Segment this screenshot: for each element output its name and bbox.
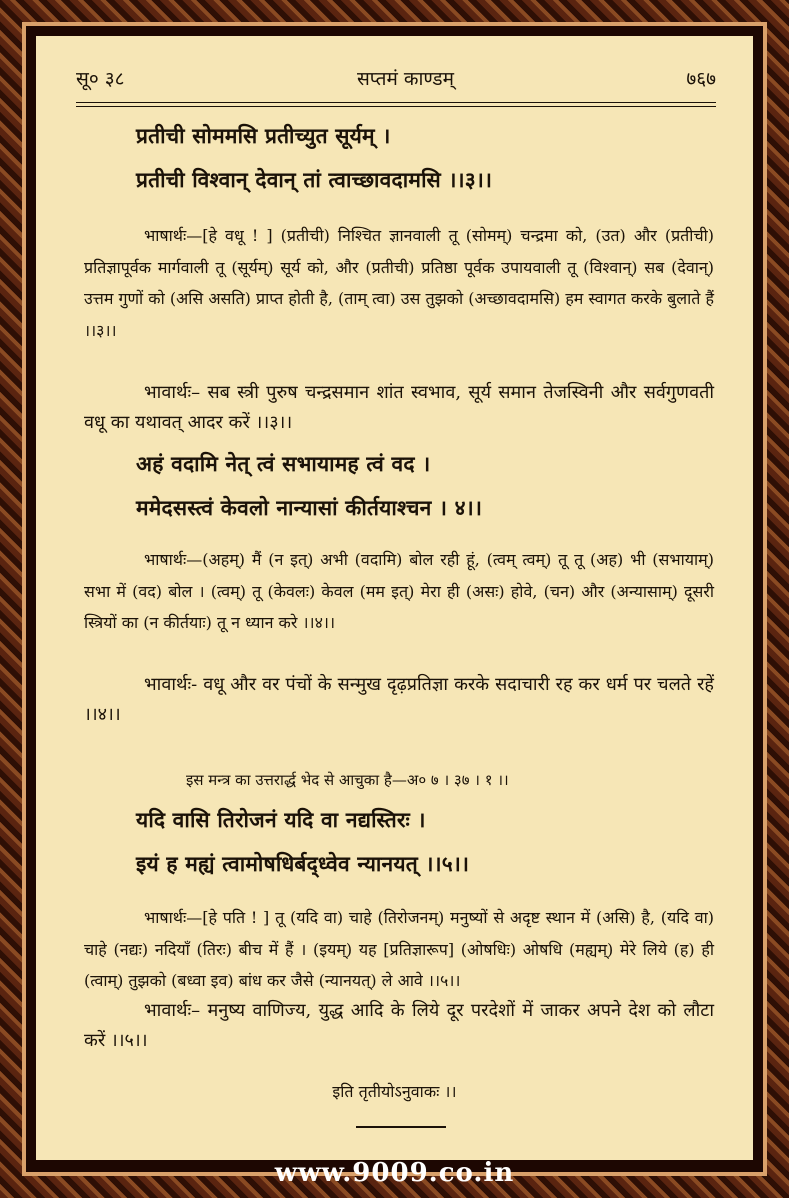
page-number: ७६७ — [686, 68, 716, 90]
page — [36, 36, 753, 1160]
bhavarth-3-meaning: भावार्थः– सब स्त्री पुरुष चन्द्रसमान शांत स्वभाव, सूर्य समान तेजस्विनी और सर्वगुणवती वधू का यथावत् आदर करें ।।३।। — [84, 382, 714, 433]
page-title: सप्तमं काण्डम् — [356, 68, 454, 90]
mantra-5-line-1: यदि वासि तिरोजनं यदि वा नद्यस्तिरः । — [136, 807, 426, 832]
sukta-number: सू० ३८ — [76, 68, 125, 90]
bhavarth-5-meaning: भावार्थः– मनुष्य वाणिज्य, युद्ध आदि के लिये दूर परदेशों में जाकर अपने देश को लौटा करें ।।५।। — [84, 1000, 714, 1051]
bhavarth-3-translation: भाषार्थः—[हे वधू ! ] (प्रतीची) निश्चित ज्ञानवाली तू (सोमम्) चन्द्रमा को, (उत) और (प्रतीची) प्रतिज्ञापूर्वक मार्गवाली तू (सूर्यम्) सूर्य को, और (प्रतीची) प्रतिष्ठा पूर्वक उपायवाली तू (विश्वान्) सब (देवान्) उत्तम गुणों को (असि असति) प्राप्त होती है, (ताम् त्वा) उस तुझको (अच्छावदामसि) हम स्वागत करके बुलाते हैं ।।३।। — [84, 226, 714, 340]
end-divider — [356, 1126, 446, 1128]
mantra-3-line-2: प्रतीची विश्वान् देवान् तां त्वाच्छावदामसि ।।३।। — [136, 167, 493, 192]
header-divider — [76, 102, 716, 103]
reference-note: इस मन्त्र का उत्तरार्द्ध भेद से आचुका है—अ० ७ । ३७ । १ ।। — [186, 771, 509, 789]
section-end-text: इति तृतीयोऽनुवाकः ।। — [332, 1082, 457, 1101]
page-header — [76, 58, 716, 98]
header-divider-second — [76, 106, 716, 107]
bhavarth-4-meaning: भावार्थः- वधू और वर पंचों के सन्मुख दृढ़प्रतिज्ञा करके सदाचारी रह कर धर्म पर चलते रहें ।।४।। — [84, 674, 714, 725]
website-watermark: www.9009.co.in — [274, 1158, 515, 1188]
mantra-5-line-2: इयं ह मह्यं त्वामोषधिर्बद्ध्वेव न्यानयत् ।।५।। — [136, 851, 470, 876]
bhavarth-5-translation: भाषार्थः—[हे पति ! ] तू (यदि वा) चाहे (तिरोजनम्) मनुष्यों से अदृष्ट स्थान में (असि) है, (यदि वा) चाहे (नद्यः) नदियाँ (तिरः) बीच में हैं । (इयम्) यह [प्रतिज्ञारूप] (ओषधिः) ओषधि (मह्यम्) मेरे लिये (ह) ही (त्वाम्) तुझको (बध्वा इव) बांध कर जैसे (न्यानयत्) ले आवे ।।५।। — [84, 908, 714, 990]
bhavarth-4-translation: भाषार्थः—(अहम्) मैं (न इत्) अभी (वदामि) बोल रही हूं, (त्वम् त्वम्) तू तू (अह) भी (सभायाम्) सभा में (वद) बोल । (त्वम्) तू (केवलः) केवल (मम इत्) मेरा ही (असः) होवे, (चन) और (अन्यासाम्) दूसरी स्त्रियों का (न कीर्तयाः) तू न ध्यान करे ।।४।। — [84, 550, 714, 632]
mantra-4-line-1: अहं वदामि नेत् त्वं सभायामह त्वं वद । — [136, 451, 431, 476]
mantra-3-line-1: प्रतीची सोममसि प्रतीच्युत सूर्यम् । — [136, 123, 391, 148]
mantra-4-line-2: ममेदसस्त्वं केवलो नान्यासां कीर्तयाश्चन । ४।। — [136, 495, 483, 520]
